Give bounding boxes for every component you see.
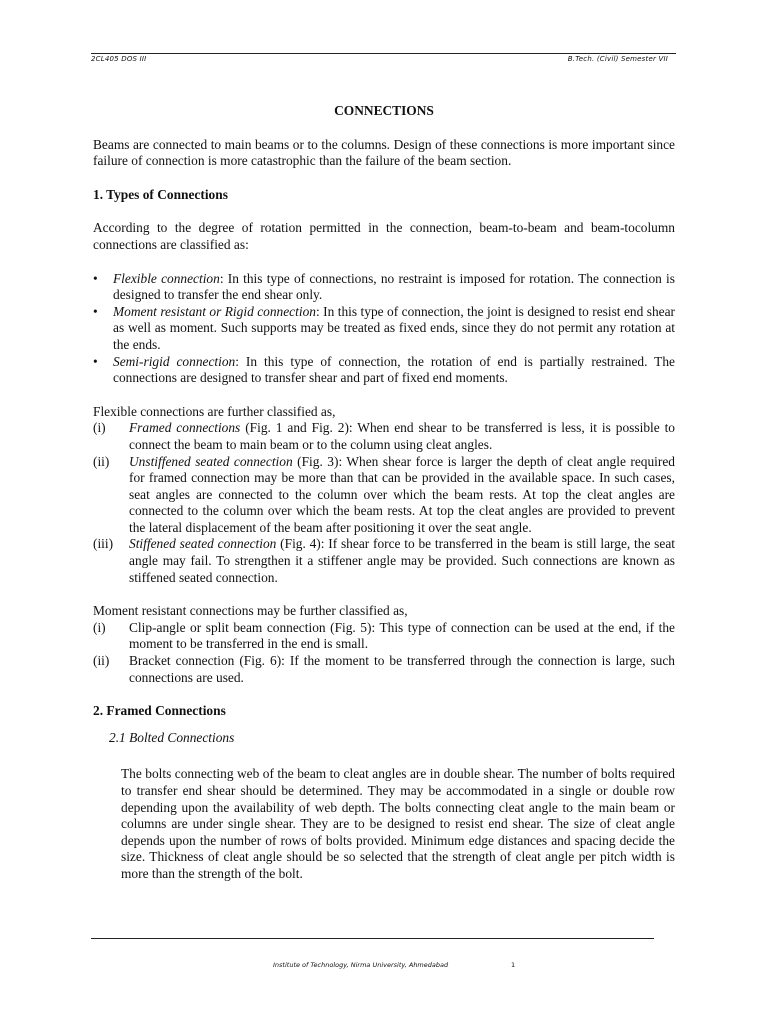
page-number: 1: [511, 961, 516, 969]
item-number: (ii): [93, 453, 110, 469]
item-number: (iii): [93, 536, 114, 552]
bullet-term: Semi-rigid connection: [113, 353, 236, 369]
bullet-icon: •: [93, 270, 98, 286]
section-2-heading: 2. Framed Connections: [93, 703, 226, 719]
bullet-icon: •: [93, 353, 98, 369]
bullet-icon: •: [93, 303, 98, 319]
moment-item-bracket: [93, 653, 675, 686]
bullet-term: Flexible connection: [113, 270, 220, 286]
flexible-item-stiffened: [93, 536, 675, 586]
flexible-item-framed: [93, 420, 675, 453]
footer-rule: [91, 938, 654, 939]
item-number: (i): [93, 619, 106, 635]
item-number: (i): [93, 420, 106, 436]
document-body: [93, 103, 675, 883]
bullet-text: : In this type of connections, no restraint is imposed for rotation. The connection is designed to transfer the end shear only.: [113, 270, 675, 303]
flexible-item-unstiffened: [93, 454, 675, 537]
section-1-lead: According to the degree of rotation permitted in the connection, beam-to-beam and beam-tocolumn connections are classified as:: [93, 220, 675, 252]
intro-paragraph: Beams are connected to main beams or to the columns. Design of these connections is more important since failure of connection is more catastrophic than the failure of the beam section.: [93, 136, 675, 169]
item-text: (Fig. 4): If shear force to be transferred in the beam is still large, the seat angle may fail. To strengthen it a stiffener angle may be provided. Such connections are known as stiffened seated connection.: [129, 536, 675, 585]
section-2-1-heading: 2.1 Bolted Connections: [109, 729, 235, 745]
page-title: CONNECTIONS: [334, 103, 434, 118]
item-term: Stiffened seated connection: [129, 536, 277, 552]
item-number: (ii): [93, 653, 110, 669]
bullet-semi-rigid: [93, 354, 675, 387]
bullet-text: : In this type of connection, the joint is designed to resist end shear as well as moment. Such supports may be treated as fixed ends, since they do not permit any rotation at the ends.: [113, 303, 675, 352]
bolted-connections-paragraph: The bolts connecting web of the beam to cleat angles are in double shear. The number of bolts required to transfer end shear should be determined. They may be accommodated in a single or double row depending upon the availability of web depth. The bolts connecting cleat angle to the main beam or columns are under single shear. They are to be designed to resist end shear. The size of cleat angle depends upon the number of rows of bolts provided. Minimum edge distances and spacing decide the size. Thickness of cleat angle should be so selected that the strength of cleat angle per pitch width is more than the strength of the bolt.: [121, 766, 675, 881]
header-course-code: 2CL405 DOS III: [91, 55, 147, 63]
item-text: (Fig. 1 and Fig. 2): When end shear to be transferred is less, it is possible to connect the beam to main beam or to the column using cleat angles.: [129, 420, 676, 452]
header-program: B.Tech. (Civil) Semester VII: [567, 55, 668, 63]
bullet-text: : In this type of connection, the rotation of end is partially restrained. The connections are designed to transfer shear and part of fixed end moments.: [113, 353, 675, 386]
flexible-lead: Flexible connections are further classified as,: [93, 403, 336, 419]
footer-institute: Institute of Technology, Nirma University, Ahmedabad: [273, 961, 449, 969]
moment-lead: Moment resistant connections may be further classified as,: [93, 603, 408, 619]
section-1-heading: 1. Types of Connections: [93, 186, 228, 202]
item-text: Bracket connection (Fig. 6): If the moment to be transferred through the connection is large, such connections are used.: [129, 653, 675, 685]
bullet-flexible: [93, 271, 675, 304]
bullet-term: Moment resistant or Rigid connection: [113, 303, 316, 319]
moment-item-clip-angle: [93, 620, 675, 653]
bullet-rigid: [93, 304, 675, 354]
header-rule: [91, 53, 676, 54]
item-term: Unstiffened seated connection: [129, 453, 293, 469]
item-term: Framed connections: [129, 420, 241, 436]
item-text: (Fig. 3): When shear force is larger the depth of cleat angle required for framed connection may be more than that can be provided in the available space. In such cases, seat angles are connected to the column over which the beam rests. At top the cleat angles are connected to the column over which the beam rests. At top the cleat angles are provided to prevent the lateral displacement of the beam after positioning it over the seat angle.: [129, 453, 675, 535]
item-text: Clip-angle or split beam connection (Fig. 5): This type of connection can be used at the end, if the moment to be transferred in the end is small.: [129, 619, 675, 652]
